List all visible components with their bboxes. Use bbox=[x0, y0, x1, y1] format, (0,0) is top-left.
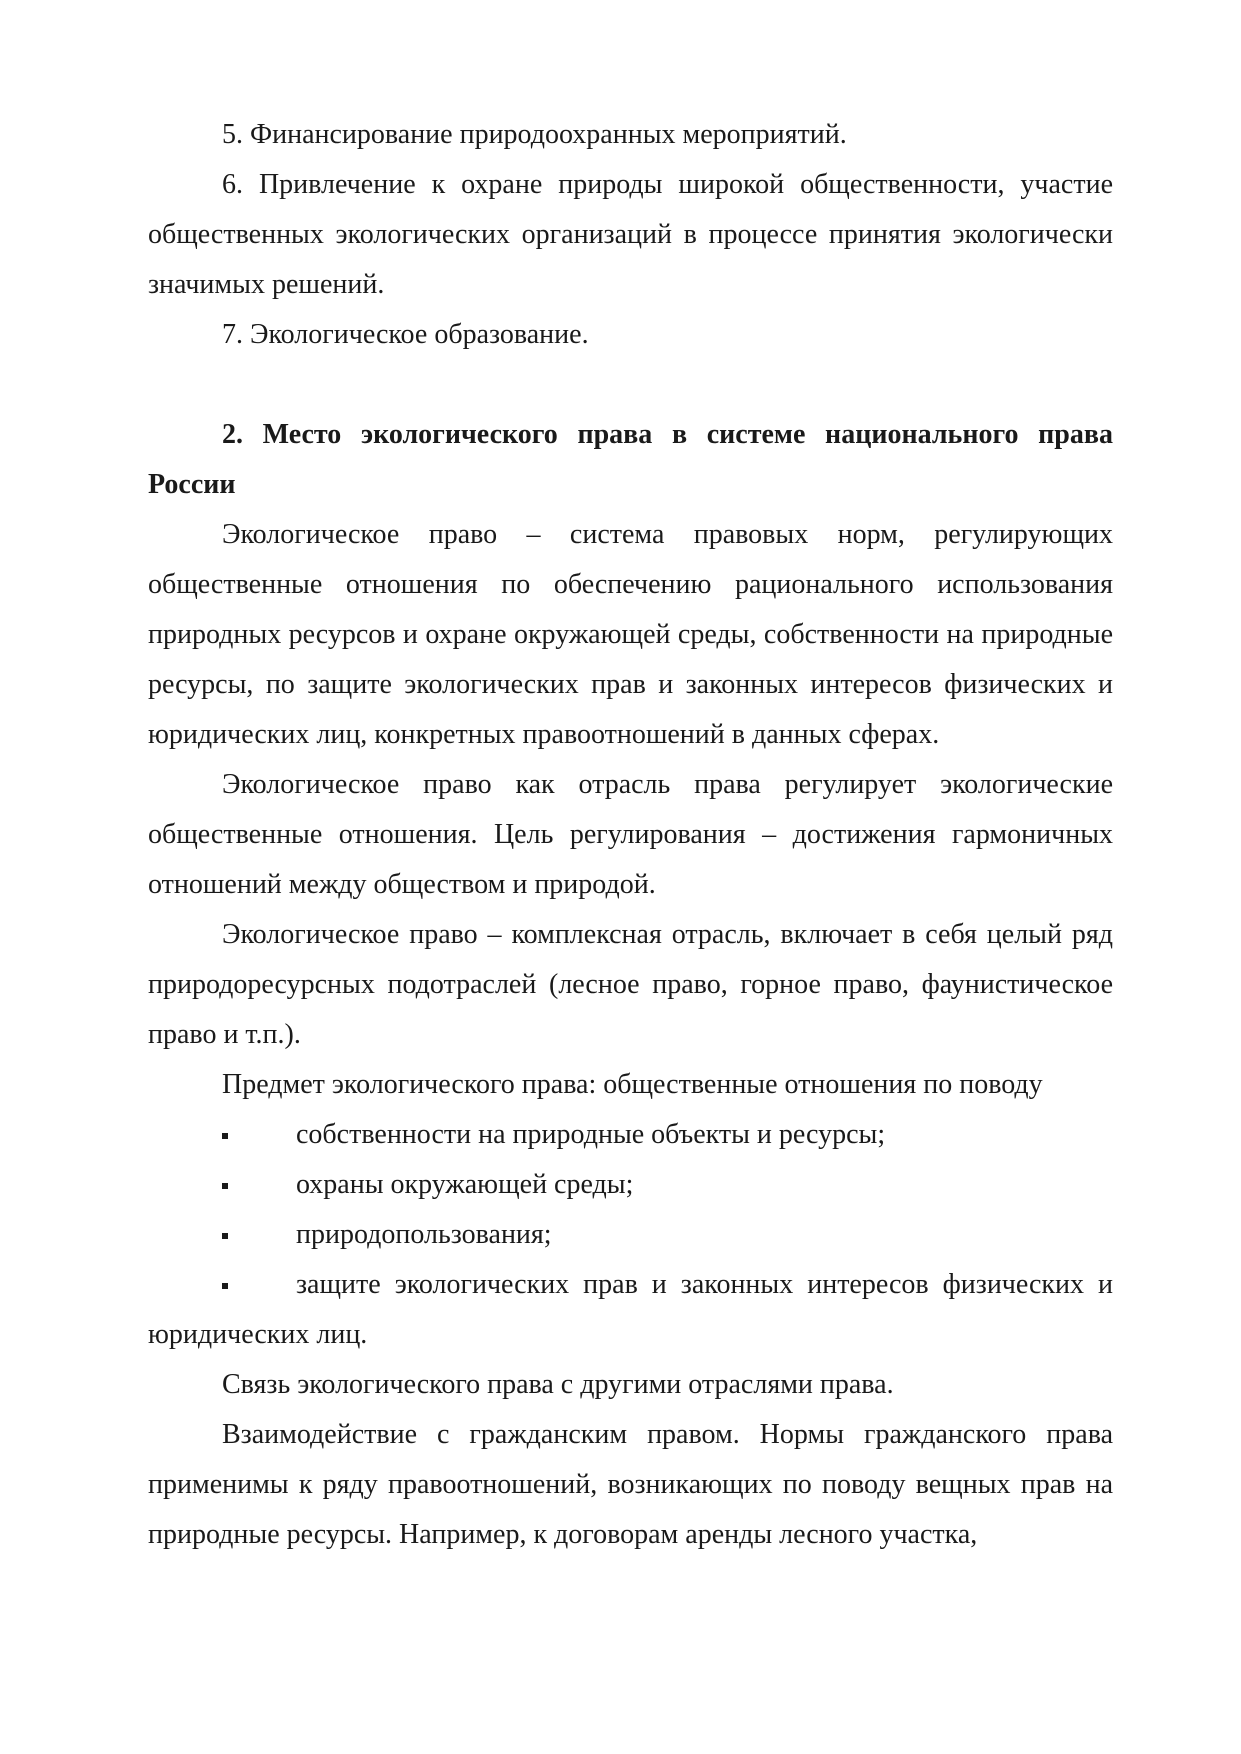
section-heading: 2. Место экологического права в системе национального права России bbox=[148, 419, 1113, 500]
paragraph-item-7: 7. Экологическое образование. bbox=[222, 319, 589, 350]
list-item-text: защите экологических прав и законных интересов физических и юридических лиц. bbox=[148, 1269, 1113, 1350]
paragraph-subject: Предмет экологического права: общественные отношения по поводу bbox=[222, 1069, 1043, 1100]
bullet-square-icon bbox=[148, 1142, 296, 1143]
subject-bullet-list bbox=[148, 1110, 1113, 1360]
list-item bbox=[148, 1160, 1113, 1210]
paragraph-civil-law: Взаимодействие с гражданским правом. Нормы гражданского права применимы к ряду правоотношений, возникающих по поводу вещных прав на природные ресурсы. Например, к договорам аренды лесного участка, bbox=[148, 1419, 1113, 1550]
bullet-square-icon bbox=[148, 1192, 296, 1193]
paragraph-regulation: Экологическое право как отрасль права регулирует экологические общественные отношения. Цель регулирования – достижения гармоничных отношений между обществом и природой. bbox=[148, 769, 1113, 900]
paragraph-complex-branch: Экологическое право – комплексная отрасль, включает в себя целый ряд природоресурсных подотраслей (лесное право, горное право, фаунистическое право и т.п.). bbox=[148, 919, 1113, 1050]
paragraph-item-5: 5. Финансирование природоохранных мероприятий. bbox=[222, 119, 847, 150]
list-item-text: природопользования; bbox=[296, 1219, 552, 1250]
paragraph-item-6: 6. Привлечение к охране природы широкой общественности, участие общественных экологических организаций в процессе принятия экологически значимых решений. bbox=[148, 169, 1113, 300]
paragraph-relations: Связь экологического права с другими отраслями права. bbox=[222, 1369, 894, 1400]
list-item bbox=[148, 1210, 1113, 1260]
bullet-square-icon bbox=[148, 1292, 296, 1293]
list-item-text: охраны окружающей среды; bbox=[296, 1169, 634, 1200]
paragraph-definition: Экологическое право – система правовых норм, регулирующих общественные отношения по обеспечению рационального использования природных ресурсов и охране окружающей среды, собственности на природные ресурсы, по защите экологических прав и законных интересов физических и юридических лиц, конкретных правоотношений в данных сферах. bbox=[148, 519, 1113, 750]
list-item-text: собственности на природные объекты и ресурсы; bbox=[296, 1119, 886, 1150]
bullet-square-icon bbox=[148, 1242, 296, 1243]
list-item bbox=[148, 1110, 1113, 1160]
list-item bbox=[148, 1260, 1113, 1360]
document-body bbox=[148, 110, 1113, 1560]
